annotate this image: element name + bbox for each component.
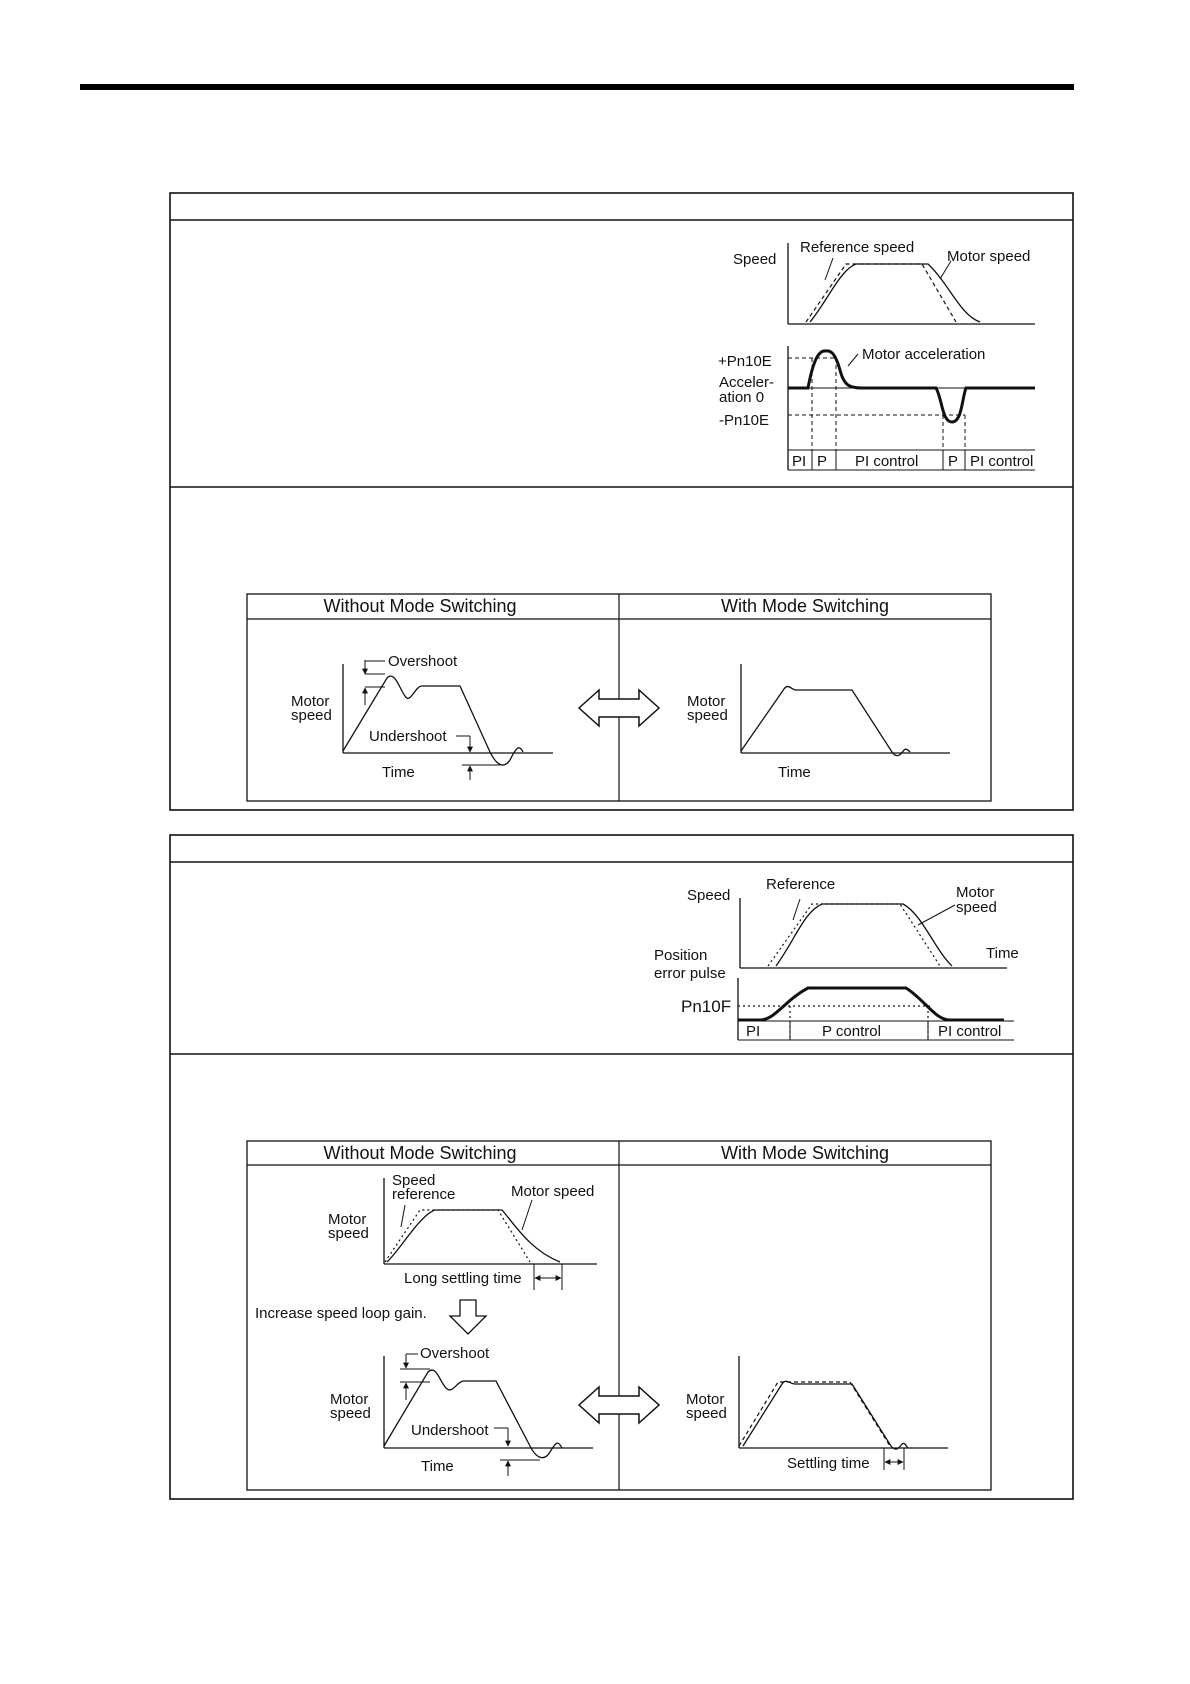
motor-label-2a: Motor — [328, 1211, 367, 1228]
position-label-a: Position — [654, 947, 708, 964]
error-speed-label: Speed — [687, 887, 731, 904]
example1-comparison — [247, 594, 991, 801]
with-title-1: With Mode Switching — [720, 596, 890, 616]
position-error-chart — [654, 876, 1019, 1040]
accel-label-line2: ation 0 — [719, 389, 765, 406]
overshoot-label-1: Overshoot — [388, 653, 458, 670]
settling-label: Settling time — [787, 1455, 870, 1472]
minus-threshold-label: -Pn10E — [719, 412, 770, 429]
reference-speed-label: Reference speed — [800, 239, 915, 256]
increase-gain-label: Increase speed loop gain. — [255, 1305, 427, 1322]
plus-threshold-label: +Pn10E — [718, 353, 772, 370]
without-title-1: Without Mode Switching — [323, 596, 517, 616]
speed-ref-label-b: reference — [392, 1186, 456, 1203]
motor-accel-label: Motor acceleration — [862, 346, 986, 363]
example2-comparison — [247, 1141, 991, 1490]
speed-ref-label-a: Speed — [392, 1172, 436, 1189]
mode-pi-control-2: PI control — [970, 453, 1034, 470]
motor-speed-label-2: Motor speed — [511, 1183, 595, 1200]
accel-chart — [718, 239, 1035, 470]
motor-speed-label: Motor speed — [947, 248, 1031, 265]
motor-label-1a: Motor — [291, 693, 330, 710]
mode-pi-control-1: PI control — [855, 453, 919, 470]
accel-label-line1: Acceler- — [719, 374, 775, 391]
motor-label-2e: Motor — [686, 1391, 725, 1408]
mode-pi-1: PI — [792, 453, 807, 470]
long-settling-label: Long settling time — [404, 1270, 522, 1287]
threshold-label: Pn10F — [681, 997, 732, 1016]
error-time-label: Time — [986, 945, 1019, 962]
motor-label-1c: Motor — [687, 693, 726, 710]
mode-p-1: P — [817, 453, 828, 470]
time-label-2: Time — [778, 764, 811, 781]
reference-label: Reference — [766, 876, 836, 893]
error-motor-label-b: speed — [956, 899, 997, 916]
motor-label-2f: speed — [686, 1405, 727, 1422]
mode-p-2: P — [948, 453, 959, 470]
position-label-b: error pulse — [654, 965, 726, 982]
motor-label-2c: Motor — [330, 1391, 369, 1408]
with-title-2: With Mode Switching — [720, 1143, 890, 1163]
mode2-p-control: P control — [822, 1023, 881, 1040]
error-motor-label-a: Motor — [956, 884, 995, 901]
mode2-pi-control: PI control — [938, 1023, 1002, 1040]
time-label-1: Time — [382, 764, 415, 781]
accel-speed-label: Speed — [733, 251, 777, 268]
time-label-3: Time — [421, 1458, 454, 1475]
motor-label-2b: speed — [328, 1225, 369, 1242]
mode2-pi: PI — [746, 1023, 761, 1040]
motor-label-1d: speed — [687, 707, 728, 724]
overshoot-label-2: Overshoot — [420, 1345, 490, 1362]
increase-gain-arrow — [450, 1300, 486, 1334]
undershoot-label-1: Undershoot — [369, 728, 447, 745]
without-title-2: Without Mode Switching — [323, 1143, 517, 1163]
motor-label-1b: speed — [291, 707, 332, 724]
undershoot-label-2: Undershoot — [411, 1422, 489, 1439]
motor-label-2d: speed — [330, 1405, 371, 1422]
